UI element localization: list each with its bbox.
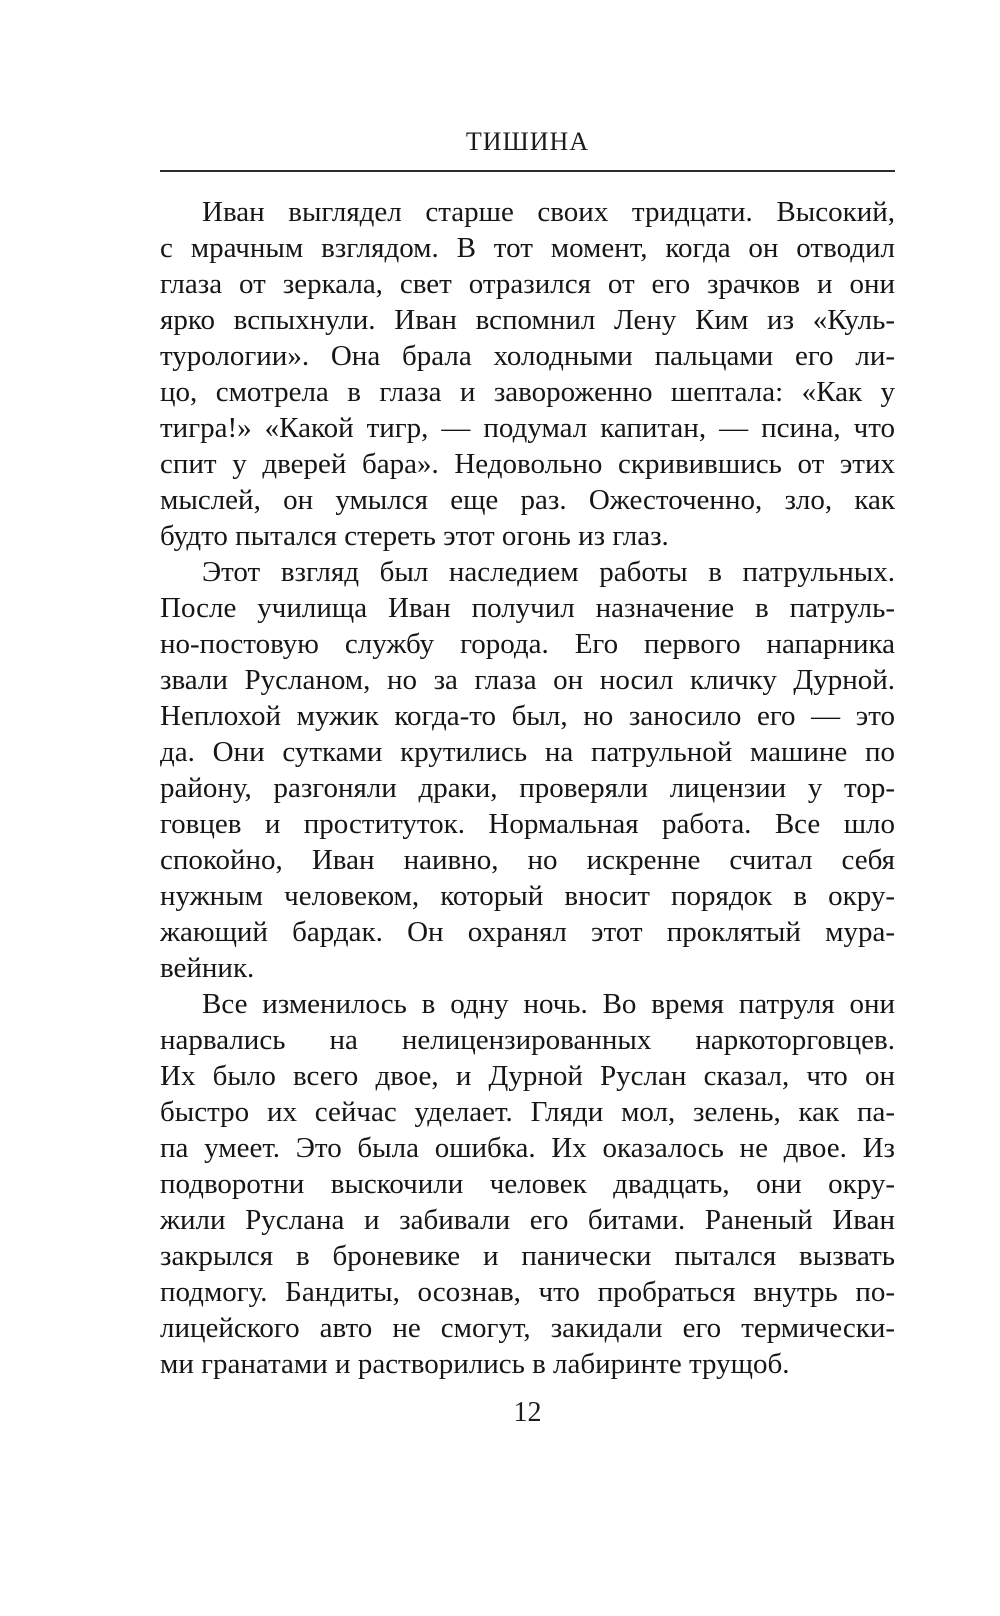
text-line: жающий бардак. Он охранял этот проклятый мура- xyxy=(160,916,895,948)
text-line: спит у дверей бара». Недовольно скривившись от этих xyxy=(160,448,895,480)
text-line: быстро их сейчас уделает. Гляди мол, зелень, как па- xyxy=(160,1096,895,1128)
paragraph xyxy=(160,986,895,1382)
text-line: жили Руслана и забивали его битами. Раненый Иван xyxy=(160,1204,895,1236)
text-line: нарвались на нелицензированных наркоторговцев. xyxy=(160,1024,895,1056)
text-line: турологии». Она брала холодными пальцами его ли- xyxy=(160,340,895,372)
text-line: ярко вспыхнули. Иван вспомнил Лену Ким из «Куль- xyxy=(160,304,895,336)
text-line: вейник. xyxy=(160,952,255,984)
text-line: да. Они сутками крутились на патрульной машине по xyxy=(160,736,895,768)
text-line: После училища Иван получил назначение в патруль- xyxy=(160,592,895,624)
text-line: Неплохой мужик когда-то был, но заносило его — это xyxy=(160,700,895,732)
text-line: подворотни выскочили человек двадцать, они окру- xyxy=(160,1168,895,1200)
text-line: тигра!» «Какой тигр, — подумал капитан, — псина, что xyxy=(160,412,895,444)
header-rule xyxy=(160,170,895,172)
text-line: спокойно, Иван наивно, но искренне считал себя xyxy=(160,844,895,876)
body-text xyxy=(160,194,895,1382)
text-line: глаза от зеркала, свет отразился от его зрачков и они xyxy=(160,268,895,300)
chapter-title: ТИШИНА xyxy=(465,127,590,156)
text-line: Этот взгляд был наследием работы в патрульных. xyxy=(202,556,895,588)
text-line: говцев и проституток. Нормальная работа. Все шло xyxy=(160,808,895,840)
text-line: нужным человеком, который вносит порядок в окру- xyxy=(160,880,895,912)
text-line: подмогу. Бандиты, осознав, что пробраться внутрь по- xyxy=(160,1276,895,1308)
paragraph xyxy=(160,554,895,986)
text-line: Все изменилось в одну ночь. Во время патруля они xyxy=(202,988,895,1020)
text-line: мыслей, он умылся еще раз. Ожесточенно, зло, как xyxy=(160,484,895,516)
text-line: звали Русланом, но за глаза он носил кличку Дурной. xyxy=(160,664,895,696)
text-line: цо, смотрела в глаза и завороженно шептала: «Как у xyxy=(160,376,895,408)
page-footer xyxy=(160,1396,895,1430)
text-line: будто пытался стереть этот огонь из глаз. xyxy=(160,520,669,552)
text-line: ми гранатами и растворились в лабиринте трущоб. xyxy=(160,1348,790,1380)
text-line: но-постовую службу города. Его первого напарника xyxy=(160,628,895,660)
text-line: лицейского авто не смогут, закидали его термически- xyxy=(160,1312,895,1344)
text-line: па умеет. Это была ошибка. Их оказалось не двое. Из xyxy=(160,1132,895,1164)
text-line: Иван выглядел старше своих тридцати. Высокий, xyxy=(202,196,895,228)
text-line: Их было всего двое, и Дурной Руслан сказал, что он xyxy=(160,1060,895,1092)
page-number: 12 xyxy=(513,1397,542,1428)
paragraph xyxy=(160,194,895,554)
chapter-header xyxy=(160,126,895,172)
text-line: с мрачным взглядом. В тот момент, когда он отводил xyxy=(160,232,895,264)
text-line: закрылся в броневике и панически пытался вызвать xyxy=(160,1240,895,1272)
text-line: району, разгоняли драки, проверяли лицензии у тор- xyxy=(160,772,895,804)
